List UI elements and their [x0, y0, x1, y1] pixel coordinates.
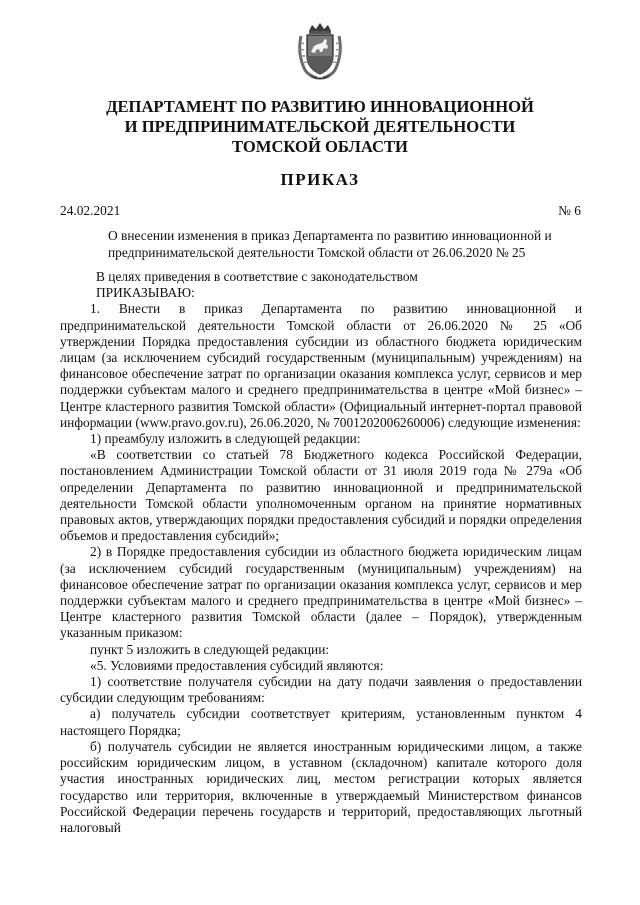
document-type-title: ПРИКАЗ [280, 170, 360, 189]
paragraph-point-5-intro: пункт 5 изложить в следующей редакции: [90, 641, 330, 657]
paragraph-condition-1a: а) получатель субсидии соответствует критериям, установленным пунктом 4 настоящего Порядка; [60, 706, 582, 738]
coat-of-arms-icon [295, 22, 345, 82]
paragraph-condition-1: 1) соответствие получателя субсидии на дату подачи заявления о предоставлении субсидии следующим требованиям: [60, 674, 582, 706]
document-number: № 6 [558, 203, 581, 218]
paragraph-subitem-2: 2) в Порядке предоставления субсидии из областного бюджета юридическим лицам (за исключением субсидий государственным (муниципальным) учреждениям) на финансовое обеспечение затрат по организации оказания комплекса услуг, сервисов и мер поддержки субъектам малого и среднего предпринимательства в центре «Мой бизнес» – Центре кластерного развития Томской области (далее – Порядок), утвержденным указанным приказом: [60, 544, 582, 641]
department-name-line-2: И ПРЕДПРИНИМАТЕЛЬСКОЙ ДЕЯТЕЛЬНОСТИ [124, 117, 516, 136]
preamble-paragraph: В целях приведения в соответствие с законодательством [96, 269, 418, 284]
document-date: 24.02.2021 [60, 203, 121, 218]
paragraph-subitem-1: 1) преамбулу изложить в следующей редакции: [90, 431, 361, 447]
document-body [60, 269, 582, 836]
paragraph-preamble-text: «В соответствии со статьей 78 Бюджетного кодекса Российской Федерации, постановлением Администрации Томской области от 31 июля 2019 года № 279а «Об определении Департамента по развитию инновационной и предпринимательской деятельности Томской области уполномоченным органом на принятие нормативных правовых актов, утверждающих порядки предоставления субсидий и порядки определения объемов и предоставления субсидий»; [60, 447, 582, 544]
order-keyword: ПРИКАЗЫВАЮ: [96, 285, 195, 301]
department-name-line-1: ДЕПАРТАМЕНТ ПО РАЗВИТИЮ ИННОВАЦИОННОЙ [106, 97, 534, 116]
document-subject: О внесении изменения в приказ Департамента по развитию инновационной и предпринимательской деятельности Томской области от 26.06.2020 № 25 [108, 228, 552, 260]
paragraph-point-5-conditions: «5. Условиями предоставления субсидий являются: [90, 657, 384, 673]
department-header [60, 97, 580, 157]
paragraph-item-1: 1. Внести в приказ Департамента по развитию инновационной и предпринимательской деятельности Томской области от 26.06.2020 № 25 «Об утверждении Порядка предоставления субсидии из областного бюджета юридическим лицам (за исключением субсидий государственным (муниципальным) учреждениям) на финансовое обеспечение затрат по организации оказания комплекса услуг, сервисов и мер поддержки субъектам малого и среднего предпринимательства в центре «Мой бизнес» – Центре кластерного развития Томской области» (Официальный интернет-портал правовой информации (www.pravo.gov.ru), 26.06.2020, № 7001202006260006) следующие изменения: [60, 301, 582, 430]
paragraph-condition-1b: б) получатель субсидии не является иностранным юридическими лицом, а также российским юридическим лицом, в уставном (складочном) капитале которого доля участия иностранных юридических лиц, местом регистрации которых является государство или территория, включенные в утверждаемый Министерством финансов Российской Федерации перечень государств и территорий, предоставляющих льготный налоговый [60, 738, 582, 835]
department-name-line-3: ТОМСКОЙ ОБЛАСТИ [232, 137, 408, 156]
